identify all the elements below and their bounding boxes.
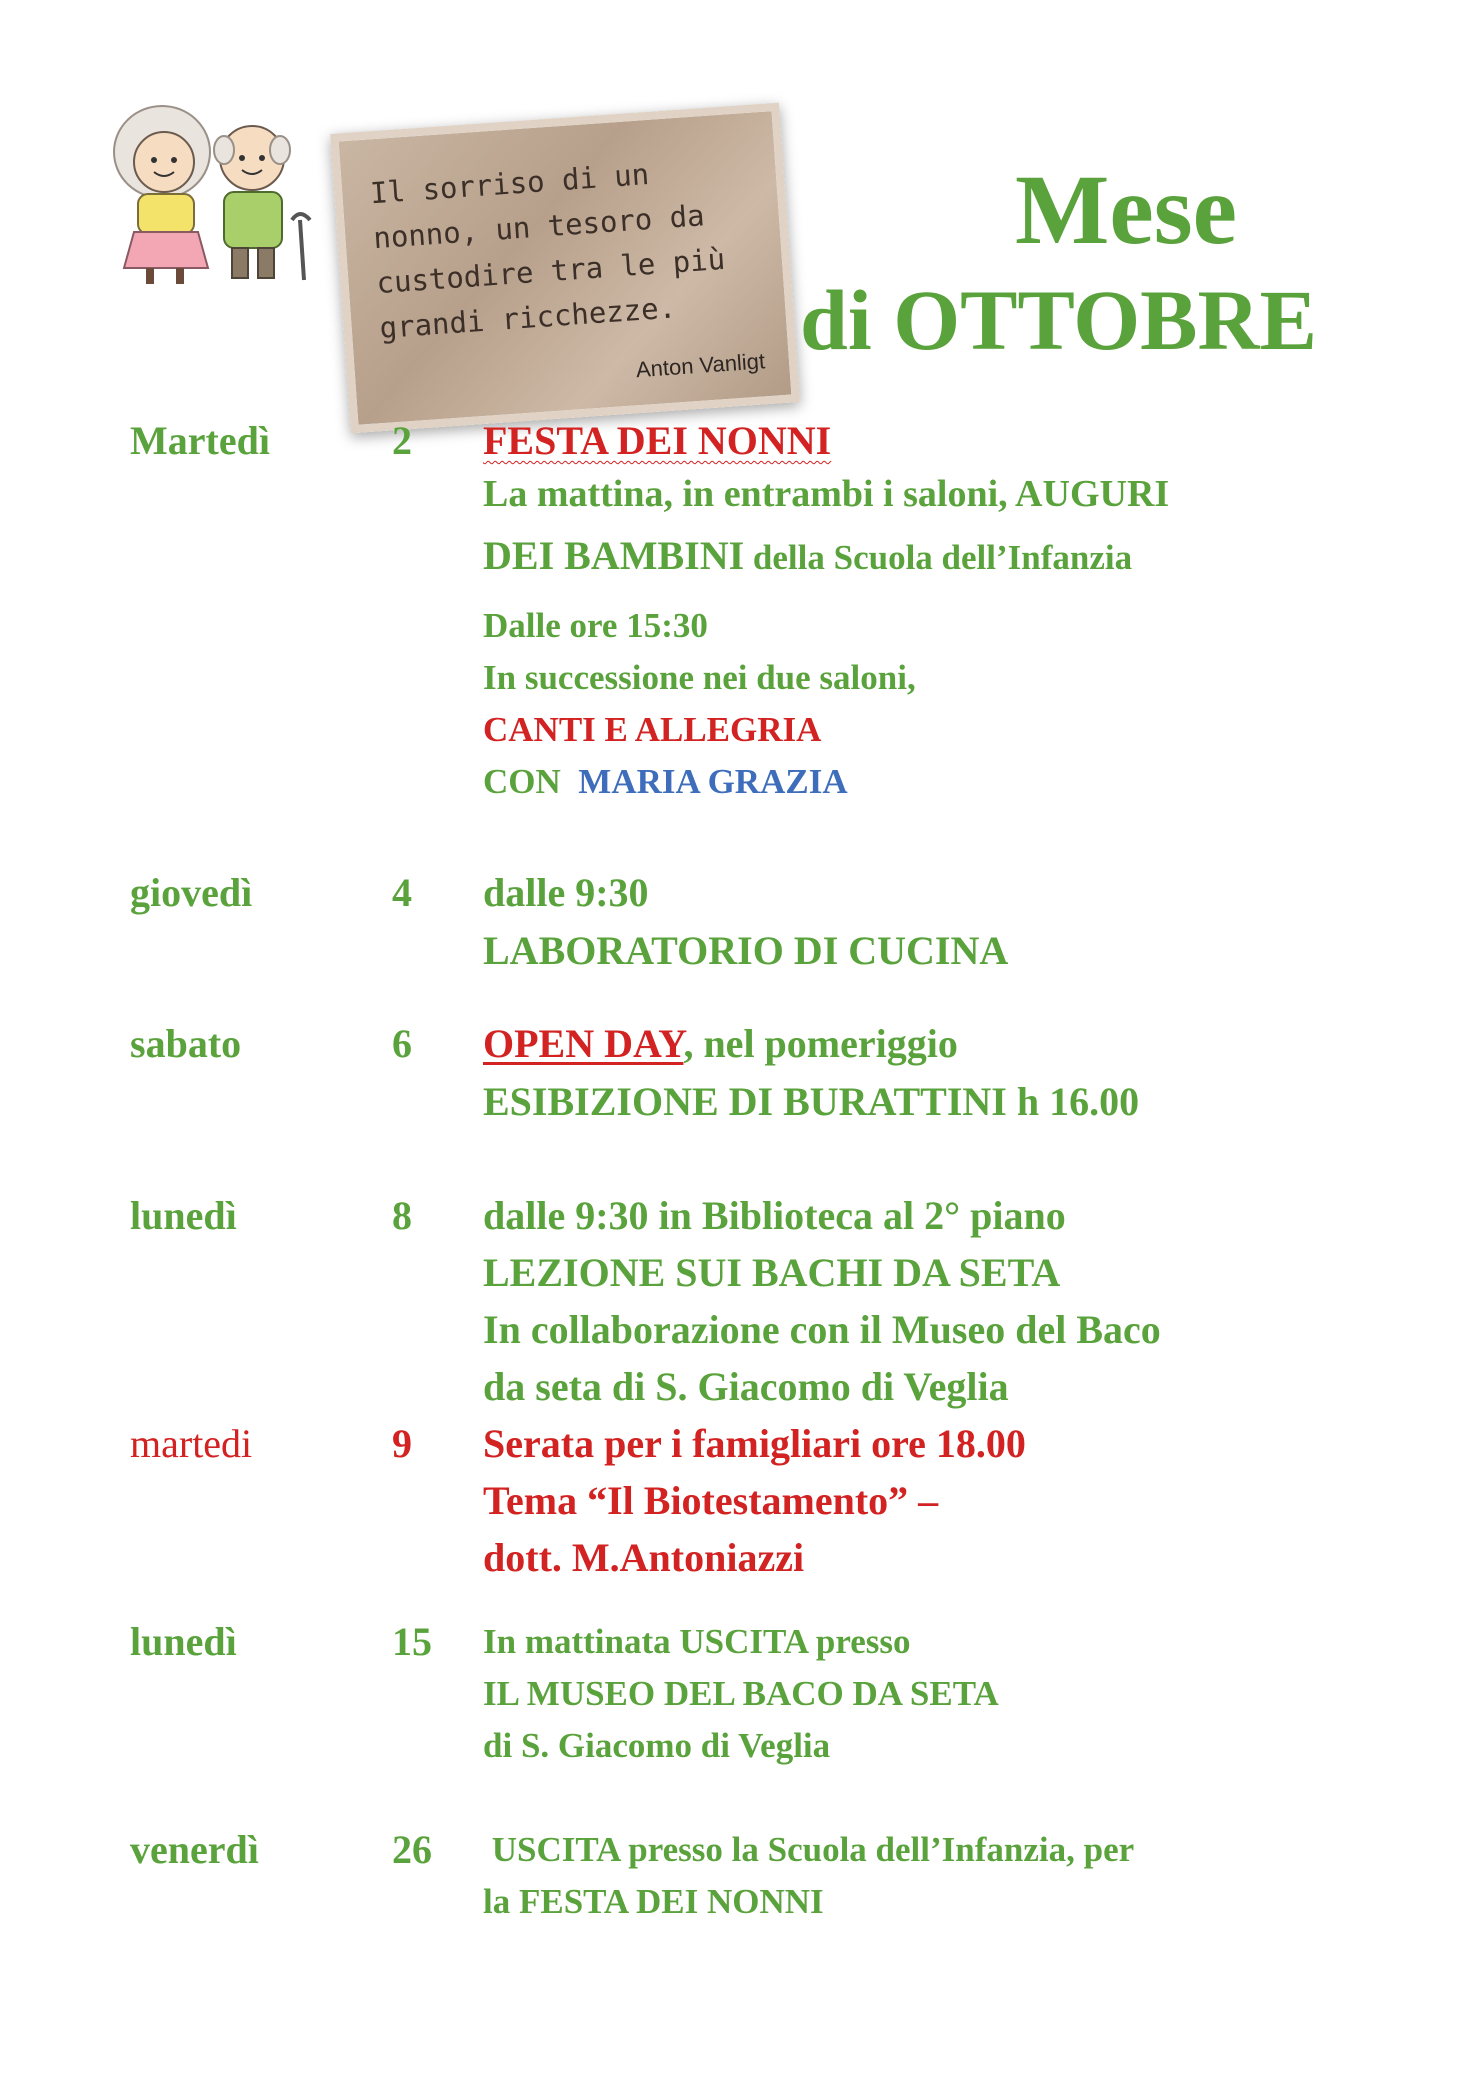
event-day: lunedì (130, 1619, 237, 1664)
event-line (483, 1824, 1134, 1876)
event-date: 9 (392, 1421, 412, 1466)
event-line (483, 1247, 1060, 1299)
event-line (483, 1076, 1139, 1128)
event-line (483, 756, 848, 808)
event-text: di S. Giacomo di Veglia (483, 1726, 831, 1765)
event-text: CON (483, 762, 579, 801)
quote-card (330, 103, 800, 434)
event-line (483, 415, 831, 467)
event-line (483, 925, 1008, 977)
event-text: Tema “Il Biotestamento” – (483, 1478, 939, 1523)
event-line (483, 652, 916, 704)
event-text: USCITA presso la Scuola dell’Infanzia, per (483, 1830, 1135, 1869)
event-date: 6 (392, 1021, 412, 1066)
event-text: In collaborazione con il Museo del Baco (483, 1307, 1161, 1352)
event-line (483, 1361, 1009, 1413)
event-line (483, 1532, 804, 1584)
event-line (483, 600, 708, 652)
event-date: 8 (392, 1193, 412, 1238)
event-text: LABORATORIO DI CUCINA (483, 928, 1009, 973)
event-line (483, 468, 1169, 520)
event-text: CANTI E ALLEGRIA (483, 710, 822, 749)
event-text: IL MUSEO DEL BACO DA SETA (483, 1674, 999, 1713)
event-text: della Scuola dell’Infanzia (744, 538, 1133, 577)
event-line (483, 867, 649, 919)
page-subtitle: di OTTOBRE (800, 272, 1318, 368)
event-text: ESIBIZIONE DI BURATTINI h 16.00 (483, 1079, 1140, 1124)
event-line (483, 1418, 1026, 1470)
event-date: 4 (392, 870, 412, 915)
event-text: DEI BAMBINI (483, 533, 745, 578)
event-line (483, 1876, 824, 1928)
event-text: da seta di S. Giacomo di Veglia (483, 1364, 1009, 1409)
event-day: sabato (130, 1021, 242, 1066)
event-text: LEZIONE SUI BACHI DA SETA (483, 1250, 1061, 1295)
event-text: dott. M.Antoniazzi (483, 1535, 805, 1580)
event-line (483, 530, 1132, 584)
event-date: 15 (392, 1619, 432, 1664)
event-line (483, 1190, 1066, 1242)
event-text: MARIA GRAZIA (578, 762, 848, 801)
quote-text: Il sorriso di un nonno, un tesoro da custodire tra le più grandi ricchezze. (369, 156, 727, 346)
event-day: venerdì (130, 1827, 259, 1872)
event-line (483, 704, 821, 756)
event-text: FESTA DEI NONNI (483, 418, 832, 463)
event-text: dalle 9:30 (483, 870, 649, 915)
event-line (483, 1720, 830, 1772)
grandparents-illustration (100, 100, 340, 290)
event-text: , nel pomeriggio (683, 1021, 958, 1066)
event-text: Dalle ore 15:30 (483, 606, 708, 645)
event-day: Martedì (130, 418, 270, 463)
event-text: In mattinata USCITA presso (483, 1622, 911, 1661)
event-line (483, 1018, 958, 1070)
event-text: La mattina, in entrambi i saloni, AUGURI (483, 473, 1170, 515)
event-line (483, 1668, 999, 1720)
event-day: giovedì (130, 870, 253, 915)
event-date: 2 (392, 418, 412, 463)
page-title: Mese (1015, 154, 1238, 265)
event-text: la FESTA DEI NONNI (483, 1882, 824, 1921)
event-day: martedi (130, 1421, 253, 1466)
event-text: dalle 9:30 in Biblioteca al 2° piano (483, 1193, 1066, 1238)
event-day: lunedì (130, 1193, 237, 1238)
event-text: OPEN DAY (483, 1021, 684, 1066)
event-text: Serata per i famigliari ore 18.00 (483, 1421, 1026, 1466)
event-line (483, 1304, 1161, 1356)
event-line (483, 1616, 911, 1668)
event-text: In successione nei due saloni, (483, 658, 916, 697)
quote-author: Anton Vanligt (635, 348, 766, 383)
event-line (483, 1475, 938, 1527)
event-date: 26 (392, 1827, 432, 1872)
